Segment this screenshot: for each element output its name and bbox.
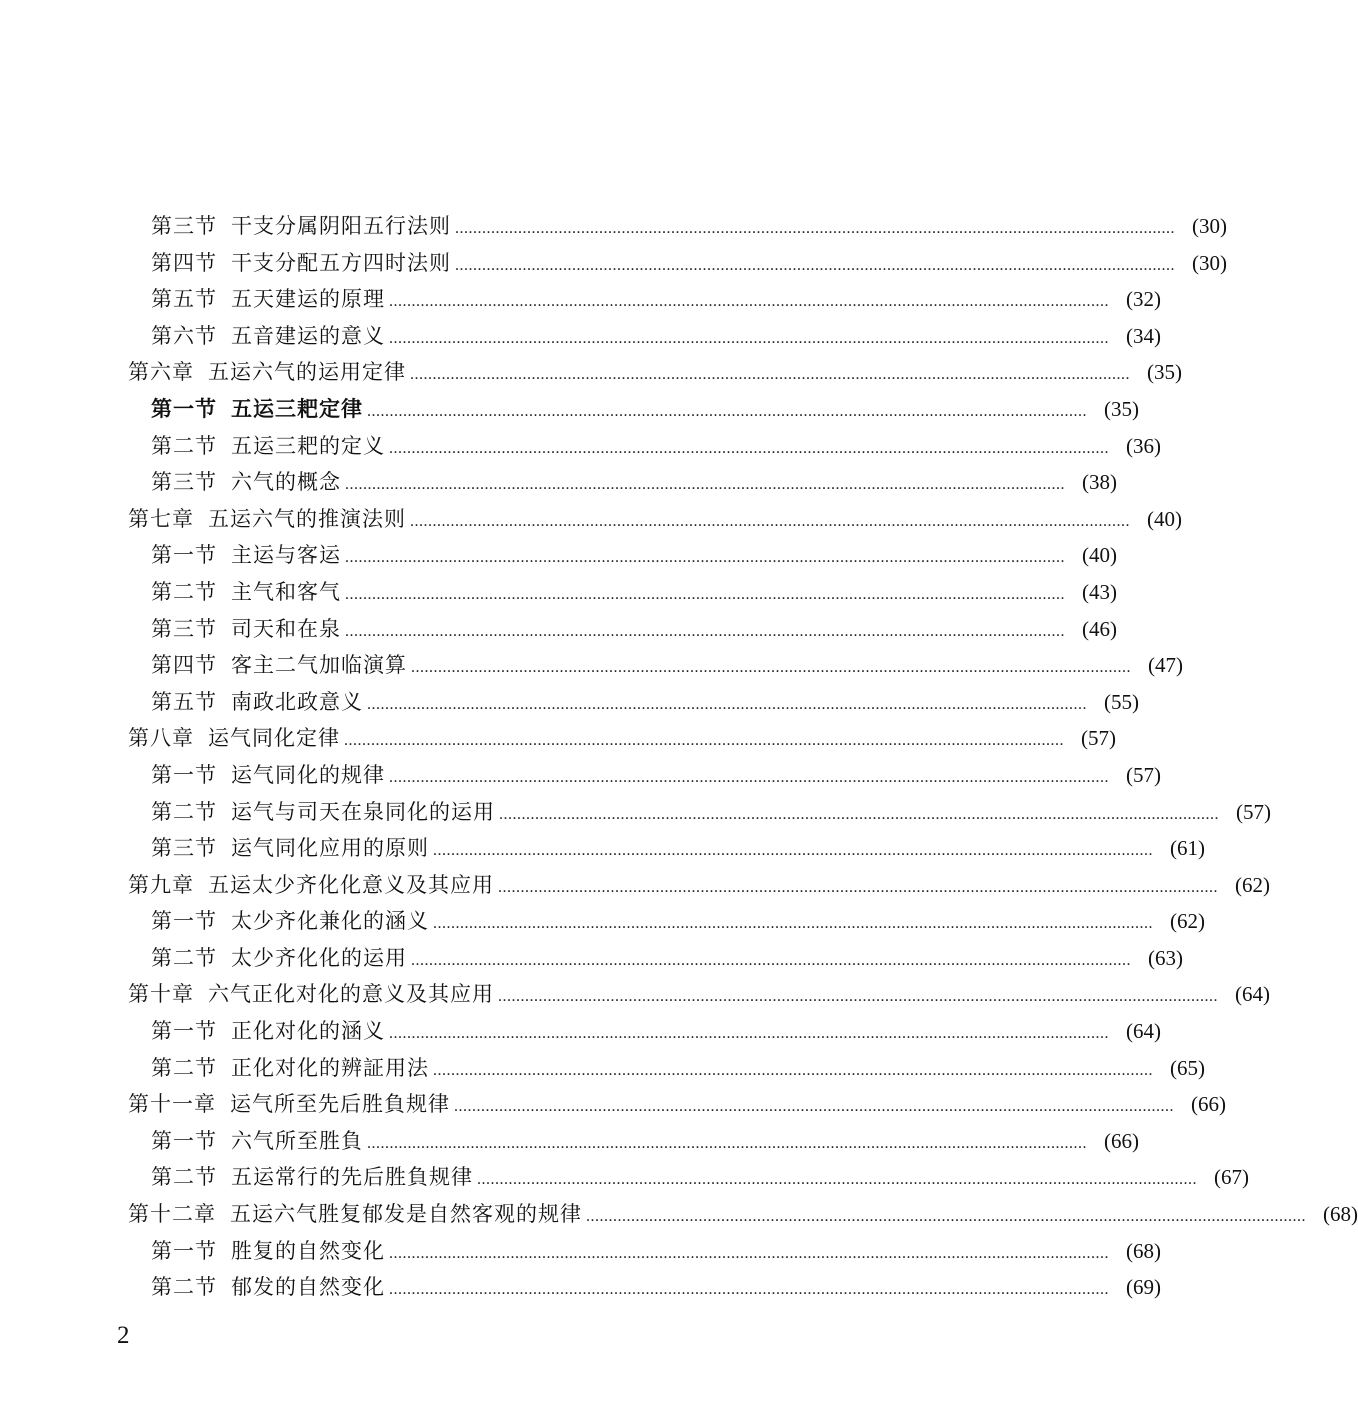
toc-dot-leader: ................................................................................................................................................................ bbox=[433, 915, 1153, 933]
toc-entry-label: 第一节 bbox=[151, 762, 217, 787]
toc-entry-page: (66) bbox=[1191, 1092, 1226, 1117]
toc-section-entry bbox=[128, 428, 1161, 465]
toc-entry-title: 司天和在泉 bbox=[231, 616, 341, 641]
toc-entry-label: 第二节 bbox=[151, 433, 217, 458]
toc-section-entry bbox=[128, 647, 1183, 684]
toc-entry-title: 五运六气的推演法则 bbox=[208, 506, 406, 531]
toc-entry-label: 第二节 bbox=[151, 945, 217, 970]
toc-chapter-entry bbox=[128, 867, 1270, 904]
toc-entry-title: 六气正化对化的意义及其应用 bbox=[208, 982, 494, 1007]
toc-entry-label: 第十章 bbox=[128, 982, 194, 1007]
toc-dot-leader: ................................................................................................................................................................ bbox=[389, 1244, 1109, 1262]
toc-entry-title: 干支分属阴阳五行法则 bbox=[231, 214, 451, 238]
toc-entry-title: 五运六气胜复郁发是自然客观的规律 bbox=[230, 1202, 582, 1227]
toc-entry-page: (57) bbox=[1126, 762, 1161, 787]
toc-entry-page: (64) bbox=[1235, 982, 1270, 1007]
toc-dot-leader: ................................................................................................................................................................ bbox=[345, 622, 1065, 640]
toc-dot-leader: ................................................................................................................................................................ bbox=[389, 1025, 1109, 1043]
toc-entry-page: (46) bbox=[1082, 616, 1117, 641]
toc-entry-title: 运气同化的规律 bbox=[231, 762, 385, 787]
toc-entry-label: 第三节 bbox=[151, 470, 217, 495]
toc-entry-label: 第三节 bbox=[151, 836, 217, 861]
toc-dot-leader: ................................................................................................................................................................ bbox=[477, 1171, 1197, 1189]
toc-entry-title: 五天建运的原理 bbox=[231, 287, 385, 312]
toc-section-entry bbox=[128, 537, 1117, 574]
toc-entry-label: 第六章 bbox=[128, 360, 194, 385]
toc-section-entry bbox=[128, 208, 1227, 245]
toc-entry-page: (65) bbox=[1170, 1055, 1205, 1080]
toc-chapter-entry bbox=[128, 720, 1116, 757]
toc-section-entry bbox=[128, 281, 1161, 318]
toc-entry-label: 第二节 bbox=[151, 1055, 217, 1080]
toc-section-entry bbox=[128, 318, 1161, 355]
toc-entry-label: 第十二章 bbox=[128, 1202, 216, 1227]
toc-entry-title: 太少齐化化的运用 bbox=[231, 945, 407, 970]
toc-entry-title: 客主二气加临演算 bbox=[231, 653, 407, 678]
toc-entry-label: 第十一章 bbox=[128, 1092, 216, 1117]
toc-entry-page: (63) bbox=[1148, 945, 1183, 970]
toc-entry-title: 干支分配五方四时法则 bbox=[231, 250, 451, 275]
toc-entry-label: 第二节 bbox=[151, 1275, 217, 1300]
toc-entry-label: 第六节 bbox=[151, 323, 217, 348]
toc-dot-leader: ................................................................................................................................................................ bbox=[389, 768, 1109, 786]
toc-entry-title: 主气和客气 bbox=[231, 579, 341, 604]
toc-entry-title: 运气同化定律 bbox=[208, 726, 340, 751]
toc-section-entry bbox=[128, 684, 1139, 721]
toc-section-entry bbox=[128, 1123, 1139, 1160]
toc-entry-title: 五运常行的先后胜負规律 bbox=[231, 1165, 473, 1190]
toc-entry-label: 第一节 bbox=[151, 1128, 217, 1153]
toc-dot-leader: ................................................................................................................................................................ bbox=[433, 1061, 1153, 1079]
toc-entry-title: 六气所至胜負 bbox=[231, 1128, 363, 1153]
toc-entry-label: 第七章 bbox=[128, 506, 194, 531]
toc-dot-leader: ................................................................................................................................................................ bbox=[389, 1281, 1109, 1299]
toc-entry-label: 第一节 bbox=[151, 1019, 217, 1044]
toc-entry-page: (30) bbox=[1192, 214, 1227, 238]
toc-chapter-entry bbox=[128, 1196, 1358, 1233]
toc-section-entry bbox=[128, 794, 1271, 831]
toc-entry-page: (68) bbox=[1323, 1202, 1358, 1227]
toc-entry-title: 正化对化的辨証用法 bbox=[231, 1055, 429, 1080]
toc-dot-leader: ................................................................................................................................................................ bbox=[586, 1208, 1306, 1226]
toc-entry-title: 六气的概念 bbox=[231, 470, 341, 495]
toc-entry-label: 第三节 bbox=[151, 214, 217, 238]
toc-entry-title: 运气同化应用的原则 bbox=[231, 836, 429, 861]
toc-section-entry bbox=[128, 611, 1117, 648]
toc-section-entry bbox=[128, 1233, 1161, 1270]
toc-section-entry bbox=[128, 391, 1139, 428]
toc-dot-leader: ................................................................................................................................................................ bbox=[344, 732, 1064, 750]
toc-entry-title: 郁发的自然变化 bbox=[231, 1275, 385, 1300]
toc-dot-leader: ................................................................................................................................................................ bbox=[498, 988, 1218, 1006]
toc-entry-title: 太少齐化兼化的涵义 bbox=[231, 909, 429, 934]
toc-chapter-entry bbox=[128, 976, 1270, 1013]
toc-section-entry bbox=[128, 574, 1117, 611]
toc-entry-page: (47) bbox=[1148, 653, 1183, 678]
toc-entry-page: (64) bbox=[1126, 1019, 1161, 1044]
toc-entry-title: 胜复的自然变化 bbox=[231, 1238, 385, 1263]
toc-dot-leader: ................................................................................................................................................................ bbox=[345, 585, 1065, 603]
toc-entry-label: 第二节 bbox=[151, 799, 217, 824]
toc-section-entry bbox=[128, 757, 1161, 794]
toc-dot-leader: ................................................................................................................................................................ bbox=[411, 659, 1131, 677]
toc-entry-page: (67) bbox=[1214, 1165, 1249, 1190]
toc-dot-leader: ................................................................................................................................................................ bbox=[411, 951, 1131, 969]
toc-dot-leader: ................................................................................................................................................................ bbox=[498, 878, 1218, 896]
toc-entry-label: 第三节 bbox=[151, 616, 217, 641]
toc-dot-leader: ................................................................................................................................................................ bbox=[499, 805, 1219, 823]
toc-entry-page: (57) bbox=[1081, 726, 1116, 751]
toc-dot-leader: ................................................................................................................................................................ bbox=[367, 1134, 1087, 1152]
toc-entry-label: 第二节 bbox=[151, 579, 217, 604]
toc-dot-leader: ................................................................................................................................................................ bbox=[455, 256, 1175, 274]
toc-section-entry bbox=[128, 1269, 1161, 1306]
toc-dot-leader: ................................................................................................................................................................ bbox=[345, 549, 1065, 567]
toc-section-entry bbox=[128, 1013, 1161, 1050]
toc-entry-label: 第九章 bbox=[128, 872, 194, 897]
toc-entry-page: (36) bbox=[1126, 433, 1161, 458]
toc-chapter-entry bbox=[128, 501, 1182, 538]
toc-dot-leader: ................................................................................................................................................................ bbox=[367, 402, 1087, 420]
toc-entry-page: (40) bbox=[1147, 506, 1182, 531]
toc-dot-leader: ................................................................................................................................................................ bbox=[455, 220, 1175, 237]
toc-entry-title: 运气与司天在泉同化的运用 bbox=[231, 799, 495, 824]
toc-entry-title: 五运太少齐化化意义及其应用 bbox=[208, 872, 494, 897]
toc-section-entry bbox=[128, 1159, 1249, 1196]
toc-entry-page: (62) bbox=[1170, 909, 1205, 934]
toc-entry-label: 第四节 bbox=[151, 653, 217, 678]
toc-entry-title: 五运三耙定律 bbox=[231, 395, 363, 421]
toc-entry-title: 运气所至先后胜負规律 bbox=[230, 1092, 450, 1117]
toc-entry-label: 第一节 bbox=[151, 1238, 217, 1263]
toc-dot-leader: ................................................................................................................................................................ bbox=[454, 1098, 1174, 1116]
toc-entry-label: 第一节 bbox=[151, 909, 217, 934]
toc-dot-leader: ................................................................................................................................................................ bbox=[389, 439, 1109, 457]
toc-dot-leader: ................................................................................................................................................................ bbox=[410, 512, 1130, 530]
toc-entry-title: 主运与客运 bbox=[231, 543, 341, 568]
toc-entry-page: (55) bbox=[1104, 689, 1139, 714]
toc-entry-label: 第五节 bbox=[151, 689, 217, 714]
toc-entry-page: (66) bbox=[1104, 1128, 1139, 1153]
toc-dot-leader: ................................................................................................................................................................ bbox=[433, 842, 1153, 860]
toc-section-entry bbox=[128, 464, 1117, 501]
toc-entry-page: (35) bbox=[1147, 360, 1182, 385]
toc-chapter-entry bbox=[128, 1086, 1226, 1123]
toc-entry-page: (32) bbox=[1126, 287, 1161, 312]
toc-entry-label: 第五节 bbox=[151, 287, 217, 312]
toc-section-entry bbox=[128, 1050, 1205, 1087]
toc-entry-label: 第四节 bbox=[151, 250, 217, 275]
toc-entry-title: 正化对化的涵义 bbox=[231, 1019, 385, 1044]
toc-section-entry bbox=[128, 940, 1183, 977]
toc-section-entry bbox=[128, 245, 1227, 282]
toc-entry-title: 五音建运的意义 bbox=[231, 323, 385, 348]
toc-entry-label: 第八章 bbox=[128, 726, 194, 751]
toc-section-entry bbox=[128, 830, 1205, 867]
toc-entry-page: (35) bbox=[1104, 396, 1139, 421]
toc-entry-page: (57) bbox=[1236, 799, 1271, 824]
toc-entry-page: (30) bbox=[1192, 250, 1227, 275]
toc-entry-page: (34) bbox=[1126, 323, 1161, 348]
toc-dot-leader: ................................................................................................................................................................ bbox=[410, 366, 1130, 384]
toc-entry-title: 五运三耙的定义 bbox=[231, 433, 385, 458]
toc-entry-page: (68) bbox=[1126, 1238, 1161, 1263]
toc-dot-leader: ................................................................................................................................................................ bbox=[389, 293, 1109, 311]
toc-entry-page: (43) bbox=[1082, 579, 1117, 604]
toc-entry-title: 五运六气的运用定律 bbox=[208, 360, 406, 385]
toc-entry-page: (62) bbox=[1235, 872, 1270, 897]
toc-entry-label: 第一节 bbox=[151, 543, 217, 568]
toc-dot-leader: ................................................................................................................................................................ bbox=[389, 329, 1109, 347]
toc-entry-page: (69) bbox=[1126, 1275, 1161, 1300]
table-of-contents bbox=[128, 208, 1358, 1306]
toc-chapter-entry bbox=[128, 354, 1182, 391]
toc-entry-page: (61) bbox=[1170, 836, 1205, 861]
toc-section-entry bbox=[128, 903, 1205, 940]
toc-entry-page: (38) bbox=[1082, 470, 1117, 495]
toc-entry-title: 南政北政意义 bbox=[231, 689, 363, 714]
page-number: 2 bbox=[117, 1322, 130, 1349]
toc-entry-page: (40) bbox=[1082, 543, 1117, 568]
toc-dot-leader: ................................................................................................................................................................ bbox=[367, 695, 1087, 713]
toc-entry-label: 第一节 bbox=[151, 395, 217, 421]
toc-dot-leader: ................................................................................................................................................................ bbox=[345, 476, 1065, 494]
toc-entry-label: 第二节 bbox=[151, 1165, 217, 1190]
